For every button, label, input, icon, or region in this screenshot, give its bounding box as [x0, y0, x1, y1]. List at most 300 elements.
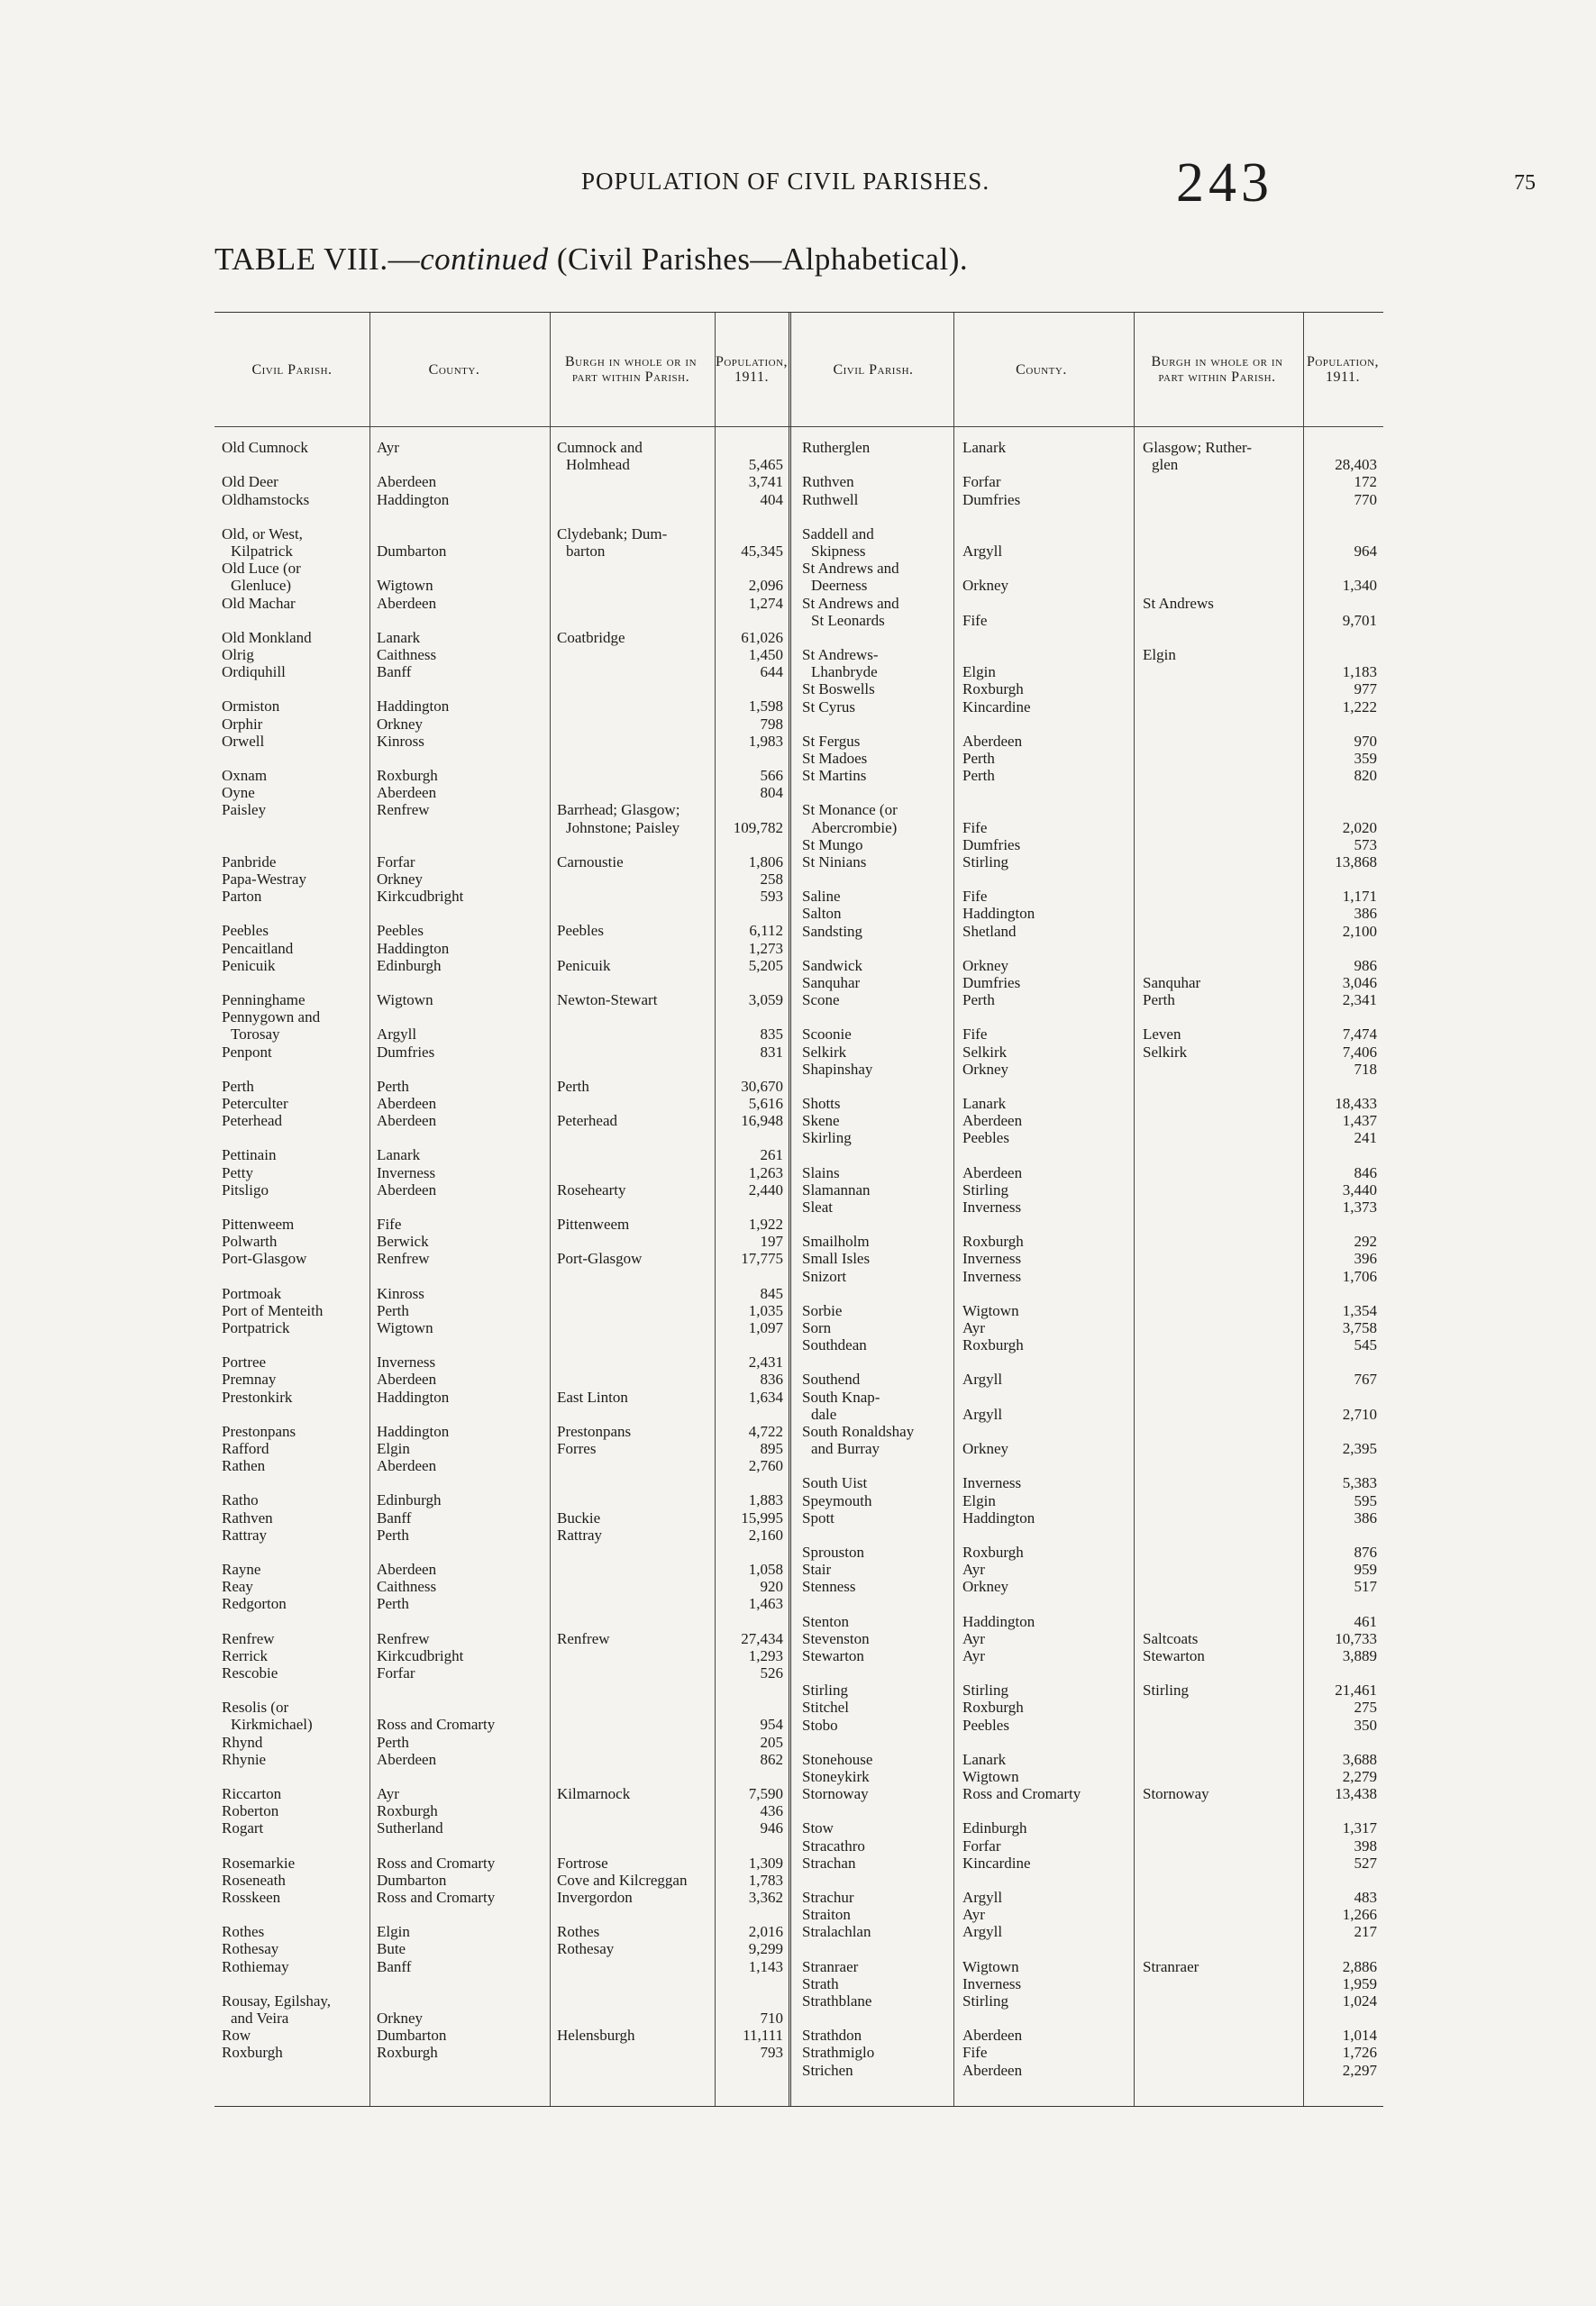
parish-name: dale [811, 1405, 837, 1423]
parish-name: Southdean [802, 1336, 867, 1354]
county-name: Renfrew [377, 1250, 430, 1268]
parish-name: St Madoes [802, 750, 868, 767]
parish-name: Stornoway [802, 1785, 869, 1803]
population-value: 2,710 [1342, 1405, 1377, 1423]
parish-name: Peterhead [222, 1112, 283, 1130]
population-value: 977 [1354, 680, 1377, 698]
parish-name: Rhynd [222, 1733, 263, 1751]
parish-name: Old Cumnock [222, 439, 308, 456]
county-name: Aberdeen [377, 1112, 437, 1130]
population-value: 2,160 [748, 1526, 783, 1544]
county-name: Inverness [962, 1474, 1022, 1492]
population-value: 461 [1354, 1612, 1377, 1630]
county-name: Caithness [377, 1578, 437, 1596]
parish-name: Rafford [222, 1440, 269, 1457]
parish-name: Stair [802, 1561, 832, 1579]
parish-name: Strachan [802, 1854, 856, 1872]
county-name: Elgin [377, 1923, 410, 1941]
county-name: Lanark [377, 628, 421, 646]
parish-name: Abercrombie) [811, 818, 898, 836]
county-name: Forfar [377, 852, 415, 870]
parish-name: Pennygown and [222, 1008, 321, 1026]
population-value: 798 [760, 715, 783, 733]
population-value: 45,345 [741, 542, 783, 560]
parish-name: Panbride [222, 852, 277, 870]
population-value: 836 [760, 1371, 783, 1389]
parish-name: Pitsligo [222, 1180, 269, 1199]
parish-name: Pittenweem [222, 1216, 295, 1233]
county-name: Aberdeen [377, 1371, 437, 1389]
population-value: 396 [1354, 1250, 1377, 1268]
parish-name: Stranraer [802, 1957, 859, 1975]
county-name: Kincardine [962, 697, 1031, 715]
population-value: 644 [760, 663, 783, 681]
county-name: Argyll [962, 1889, 1003, 1906]
county-name: Banff [377, 1508, 412, 1527]
county-name: Dumfries [377, 1043, 435, 1061]
parish-name: Stobo [802, 1716, 838, 1734]
parish-name: St Cyrus [802, 697, 856, 715]
county-name: Fife [962, 818, 988, 836]
parish-name: Rosskeen [222, 1889, 281, 1906]
population-value: 1,014 [1342, 2027, 1377, 2045]
population-value: 3,362 [748, 1889, 783, 1906]
population-value: 5,616 [748, 1095, 783, 1112]
county-name: Edinburgh [962, 1819, 1027, 1837]
burgh-name: Johnstone; Paisley [566, 818, 680, 836]
county-name: Perth [377, 1733, 409, 1751]
county-name: Elgin [962, 1491, 996, 1509]
county-name: Shetland [962, 922, 1017, 940]
burgh-name: Selkirk [1143, 1043, 1188, 1061]
parish-name: Penpont [222, 1043, 272, 1061]
county-name: Kinross [377, 732, 424, 750]
population-value: 566 [760, 767, 783, 784]
population-value: 2,100 [1342, 922, 1377, 940]
burgh-name: Cumnock and [557, 439, 643, 456]
population-value: 386 [1354, 1508, 1377, 1527]
county-name: Berwick [377, 1233, 429, 1251]
population-value: 5,465 [748, 456, 783, 474]
population-value: 1,293 [748, 1646, 783, 1664]
county-name: Ross and Cromarty [377, 1716, 496, 1734]
population-value: 767 [1354, 1371, 1377, 1389]
burgh-name: Pittenweem [557, 1216, 630, 1233]
parish-name: Peterculter [222, 1095, 288, 1112]
parish-name: Reay [222, 1578, 253, 1596]
county-name: Ayr [962, 1629, 985, 1647]
population-value: 30,670 [741, 1077, 783, 1095]
county-name: Orkney [962, 1060, 1008, 1078]
population-value: 3,440 [1342, 1180, 1377, 1199]
parish-name: Stoneykirk [802, 1768, 870, 1785]
population-value: 217 [1354, 1923, 1377, 1941]
page-title: POPULATION OF CIVIL PARISHES. [581, 168, 990, 195]
population-value: 1,058 [748, 1561, 783, 1578]
county-name: Roxburgh [377, 1802, 438, 1820]
population-value: 350 [1354, 1716, 1377, 1734]
population-value: 1,806 [748, 852, 783, 870]
column-divider [953, 313, 954, 2106]
burgh-name: glen [1152, 456, 1179, 474]
county-name: Lanark [962, 1095, 1007, 1112]
parish-name: Pettinain [222, 1146, 277, 1164]
population-value: 920 [760, 1578, 783, 1596]
population-value: 1,309 [748, 1854, 783, 1872]
page-number: 243 [1176, 152, 1273, 214]
burgh-name: Perth [557, 1077, 589, 1095]
parish-name: Sorbie [802, 1301, 843, 1319]
parish-name: Rogart [222, 1819, 264, 1837]
parish-name: Torosay [231, 1025, 280, 1044]
parish-name: Orwell [222, 732, 265, 750]
county-name: Orkney [377, 2009, 423, 2027]
county-name: Forfar [962, 1837, 1001, 1855]
burgh-name: Carnoustie [557, 852, 624, 870]
county-name: Fife [962, 1025, 988, 1044]
parish-name: Stirling [802, 1682, 849, 1700]
county-name: Selkirk [962, 1043, 1008, 1061]
population-value: 793 [760, 2044, 783, 2062]
parish-name: Shapinshay [802, 1060, 873, 1078]
county-name: Aberdeen [377, 473, 437, 491]
population-value: 959 [1354, 1561, 1377, 1579]
population-value: 2,279 [1342, 1768, 1377, 1785]
population-value: 10,733 [1335, 1629, 1377, 1647]
burgh-name: Perth [1143, 991, 1175, 1009]
county-name: Inverness [377, 1354, 436, 1372]
burgh-name: Rattray [557, 1526, 603, 1544]
burgh-name: Helensburgh [557, 2027, 635, 2045]
burgh-name: Forres [557, 1440, 597, 1457]
population-table [214, 312, 1383, 2107]
population-value: 1,706 [1342, 1267, 1377, 1285]
parish-name: Polwarth [222, 1233, 278, 1251]
population-value: 2,886 [1342, 1957, 1377, 1975]
county-name: Haddington [377, 939, 450, 957]
parish-name: Olrig [222, 646, 254, 663]
caption-continued: continued [420, 242, 549, 277]
population-value: 1,171 [1342, 888, 1377, 906]
population-value: 986 [1354, 956, 1377, 974]
parish-name: Strath [802, 1974, 839, 1992]
col-header-parish-right: Civil Parish. [833, 361, 914, 378]
county-name: Perth [377, 1301, 409, 1319]
county-name: Wigtown [377, 1319, 433, 1336]
population-value: 895 [760, 1440, 783, 1457]
parish-name: St Mungo [802, 835, 863, 853]
parish-name: Saddell and [802, 524, 874, 542]
county-name: Kirkcudbright [377, 1646, 464, 1664]
burgh-name: barton [566, 542, 606, 560]
parish-name: Speymouth [802, 1491, 872, 1509]
population-value: 862 [760, 1750, 783, 1768]
county-name: Wigtown [962, 1957, 1019, 1975]
population-value: 4,722 [748, 1422, 783, 1440]
parish-name: Ruthven [802, 473, 854, 491]
population-value: 15,995 [741, 1508, 783, 1527]
county-name: Inverness [962, 1974, 1022, 1992]
parish-name: Portree [222, 1354, 267, 1372]
parish-name: Sorn [802, 1319, 832, 1336]
county-name: Haddington [962, 905, 1035, 923]
county-name: Roxburgh [962, 1544, 1024, 1561]
parish-name: Roxburgh [222, 2044, 283, 2062]
parish-name: Straiton [802, 1906, 851, 1924]
population-value: 1,024 [1342, 1992, 1377, 2010]
parish-name: Penicuik [222, 956, 276, 974]
population-value: 3,046 [1342, 974, 1377, 991]
parish-name: Ormiston [222, 697, 280, 715]
parish-name: Salton [802, 905, 842, 923]
caption-subtitle: (Civil Parishes—Alphabetical). [548, 242, 969, 277]
county-name: Edinburgh [377, 1491, 442, 1509]
county-name: Haddington [377, 1422, 450, 1440]
population-value: 573 [1354, 835, 1377, 853]
population-value: 1,726 [1342, 2044, 1377, 2062]
county-name: Haddington [962, 1612, 1035, 1630]
parish-name: Rathen [222, 1457, 266, 1475]
burgh-name: Saltcoats [1143, 1629, 1199, 1647]
population-value: 3,059 [748, 991, 783, 1008]
parish-name: Renfrew [222, 1629, 275, 1647]
parish-name: South Uist [802, 1474, 868, 1492]
population-value: 1,263 [748, 1163, 783, 1181]
parish-name: Selkirk [802, 1043, 847, 1061]
population-value: 517 [1354, 1578, 1377, 1596]
county-name: Orkney [377, 715, 423, 733]
county-name: Haddington [377, 697, 450, 715]
burgh-name: Kilmarnock [557, 1785, 631, 1802]
population-value: 398 [1354, 1837, 1377, 1855]
county-name: Roxburgh [377, 2044, 438, 2062]
parish-name: Shotts [802, 1095, 841, 1112]
county-name: Argyll [962, 1371, 1003, 1389]
parish-name: Old, or West, [222, 524, 303, 542]
parish-name: Port-Glasgow [222, 1250, 307, 1268]
parish-name: Portpatrick [222, 1319, 290, 1336]
population-value: 835 [760, 1025, 783, 1044]
county-name: Perth [962, 767, 995, 785]
population-value: 292 [1354, 1233, 1377, 1251]
parish-name: Rattray [222, 1526, 268, 1544]
population-value: 1,317 [1342, 1819, 1377, 1837]
parish-name: Skene [802, 1112, 840, 1130]
county-name: Aberdeen [377, 1095, 437, 1112]
county-name: Fife [962, 2044, 988, 2062]
burgh-name: Peebles [557, 922, 604, 940]
county-name: Stirling [962, 1992, 1009, 2010]
county-name: Lanark [962, 439, 1007, 456]
parish-name: Oldhamstocks [222, 490, 310, 508]
parish-name: Old Monkland [222, 628, 312, 646]
burgh-name: Coatbridge [557, 628, 625, 646]
population-value: 1,035 [748, 1301, 783, 1319]
parish-name: Rescobie [222, 1664, 278, 1682]
parish-name: South Knap- [802, 1388, 880, 1406]
parish-name: Southend [802, 1371, 861, 1389]
county-name: Dumbarton [377, 2027, 447, 2045]
population-value: 17,775 [741, 1250, 783, 1268]
burgh-name: Sanquhar [1143, 974, 1201, 991]
parish-name: Strathdon [802, 2027, 862, 2045]
county-name: Dumfries [962, 490, 1021, 508]
caption-table-label: TABLE VIII.— [214, 242, 421, 277]
population-value: 3,889 [1342, 1647, 1377, 1664]
population-value: 1,598 [748, 697, 783, 715]
parish-name: Oxnam [222, 767, 268, 784]
county-name: Edinburgh [377, 956, 442, 974]
parish-name: Ratho [222, 1491, 259, 1509]
burgh-name: Glasgow; Ruther- [1143, 439, 1253, 456]
population-value: 1,266 [1342, 1906, 1377, 1924]
population-value: 1,922 [748, 1216, 783, 1233]
population-value: 1,883 [748, 1491, 783, 1509]
col-header-burgh-right: Burgh in whole or in part within Parish. [1151, 354, 1283, 385]
population-value: 593 [760, 888, 783, 906]
parish-name: Papa-Westray [222, 870, 306, 888]
population-value: 7,590 [748, 1785, 783, 1802]
county-name: Perth [377, 1526, 409, 1544]
county-name: Renfrew [377, 801, 430, 819]
parish-name: St Boswells [802, 680, 875, 698]
parish-name: Rathven [222, 1508, 273, 1527]
parish-name: Old Deer [222, 473, 278, 491]
county-name: Ross and Cromarty [377, 1889, 496, 1906]
county-name: Peebles [962, 1716, 1009, 1734]
burgh-name: Stranraer [1143, 1957, 1199, 1975]
col-header-population-right: Population, 1911. [1306, 354, 1380, 385]
county-name: Stirling [962, 853, 1009, 870]
county-name: Wigtown [377, 991, 433, 1008]
population-value: 172 [1354, 473, 1377, 491]
population-value: 11,111 [743, 2027, 783, 2045]
county-name: Aberdeen [377, 784, 437, 802]
parish-name: St Fergus [802, 732, 861, 750]
burgh-name: Peterhead [557, 1112, 618, 1130]
parish-name: Skirling [802, 1129, 852, 1147]
county-name: Sutherland [377, 1819, 443, 1837]
parish-name: Portmoak [222, 1284, 282, 1302]
parish-name: Scoonie [802, 1025, 852, 1044]
burgh-name: Renfrew [557, 1629, 610, 1647]
burgh-name: Elgin [1143, 646, 1176, 663]
population-value: 1,463 [748, 1595, 783, 1613]
population-value: 964 [1354, 542, 1377, 560]
parish-name: Prestonpans [222, 1422, 296, 1440]
burgh-name: Barrhead; Glasgow; [557, 801, 680, 819]
county-name: Ross and Cromarty [962, 1785, 1081, 1803]
col-header-population: Population, 1911. [715, 354, 789, 385]
burgh-name: East Linton [557, 1388, 628, 1406]
population-value: 1,783 [748, 1871, 783, 1889]
population-value: 718 [1354, 1060, 1377, 1078]
county-name: Roxburgh [962, 680, 1024, 698]
burgh-name: Holmhead [566, 456, 630, 474]
parish-name: St Martins [802, 767, 867, 785]
county-name: Perth [962, 750, 995, 767]
parish-name: Rousay, Egilshay, [222, 1992, 332, 2010]
population-value: 13,438 [1335, 1785, 1377, 1803]
parish-name: Rothesay [222, 1940, 279, 1958]
county-name: Elgin [962, 663, 996, 681]
parish-name: Oyne [222, 784, 255, 802]
county-name: Ayr [962, 1906, 985, 1924]
parish-name: Premnay [222, 1371, 277, 1389]
parish-name: Stitchel [802, 1699, 849, 1717]
parish-name: St Andrews and [802, 594, 899, 612]
county-name: Peebles [962, 1129, 1009, 1147]
parish-name: Riccarton [222, 1785, 282, 1802]
county-name: Aberdeen [377, 1457, 437, 1475]
population-value: 5,383 [1342, 1474, 1377, 1492]
county-name: Fife [962, 888, 988, 906]
county-name: Aberdeen [377, 1180, 437, 1199]
parish-name: and Burray [811, 1440, 880, 1458]
county-name: Argyll [377, 1025, 417, 1044]
burgh-name: St Andrews [1143, 594, 1214, 612]
population-value: 545 [1354, 1336, 1377, 1354]
population-value: 1,634 [748, 1388, 783, 1406]
population-value: 13,868 [1335, 853, 1377, 870]
parish-name: Penninghame [222, 991, 306, 1008]
parish-name: Parton [222, 888, 262, 906]
parish-name: Row [222, 2027, 251, 2045]
parish-name: Ruthwell [802, 490, 859, 508]
population-value: 5,205 [748, 956, 783, 974]
county-name: Banff [377, 663, 412, 681]
population-value: 804 [760, 784, 783, 802]
population-value: 27,434 [741, 1629, 783, 1647]
burgh-name: Newton-Stewart [557, 991, 658, 1008]
burgh-name: Leven [1143, 1025, 1181, 1044]
parish-name: Old Luce (or [222, 560, 301, 578]
population-value: 3,758 [1342, 1319, 1377, 1336]
parish-name: Scone [802, 991, 840, 1009]
parish-name: Prestonkirk [222, 1388, 293, 1406]
county-name: Aberdeen [377, 594, 437, 612]
parish-name: Rhynie [222, 1750, 267, 1768]
parish-name: Sandwick [802, 956, 863, 974]
county-name: Forfar [377, 1664, 415, 1682]
population-value: 2,440 [748, 1180, 783, 1199]
county-name: Dumbarton [377, 542, 447, 560]
burgh-name: Rosehearty [557, 1180, 626, 1199]
parish-name: Rerrick [222, 1646, 268, 1664]
county-name: Roxburgh [377, 767, 438, 784]
population-value: 7,474 [1342, 1025, 1377, 1044]
parish-name: Small Isles [802, 1250, 871, 1268]
county-name: Aberdeen [962, 2027, 1023, 2045]
parish-name: Rutherglen [802, 439, 871, 456]
population-value: 2,760 [748, 1457, 783, 1475]
county-name: Perth [377, 1077, 409, 1095]
parish-name: Slains [802, 1163, 840, 1181]
population-value: 241 [1354, 1129, 1377, 1147]
population-value: 205 [760, 1733, 783, 1751]
county-name: Aberdeen [377, 1750, 437, 1768]
population-value: 2,431 [748, 1354, 783, 1372]
county-name: Bute [377, 1940, 406, 1958]
burgh-name: Stewarton [1143, 1647, 1205, 1664]
population-value: 28,403 [1335, 456, 1377, 474]
burgh-name: Stornoway [1143, 1785, 1209, 1803]
county-name: Haddington [377, 1388, 450, 1406]
county-name: Wigtown [962, 1301, 1019, 1319]
parish-name: Peebles [222, 922, 269, 940]
population-value: 820 [1354, 767, 1377, 785]
county-name: Perth [377, 1595, 409, 1613]
